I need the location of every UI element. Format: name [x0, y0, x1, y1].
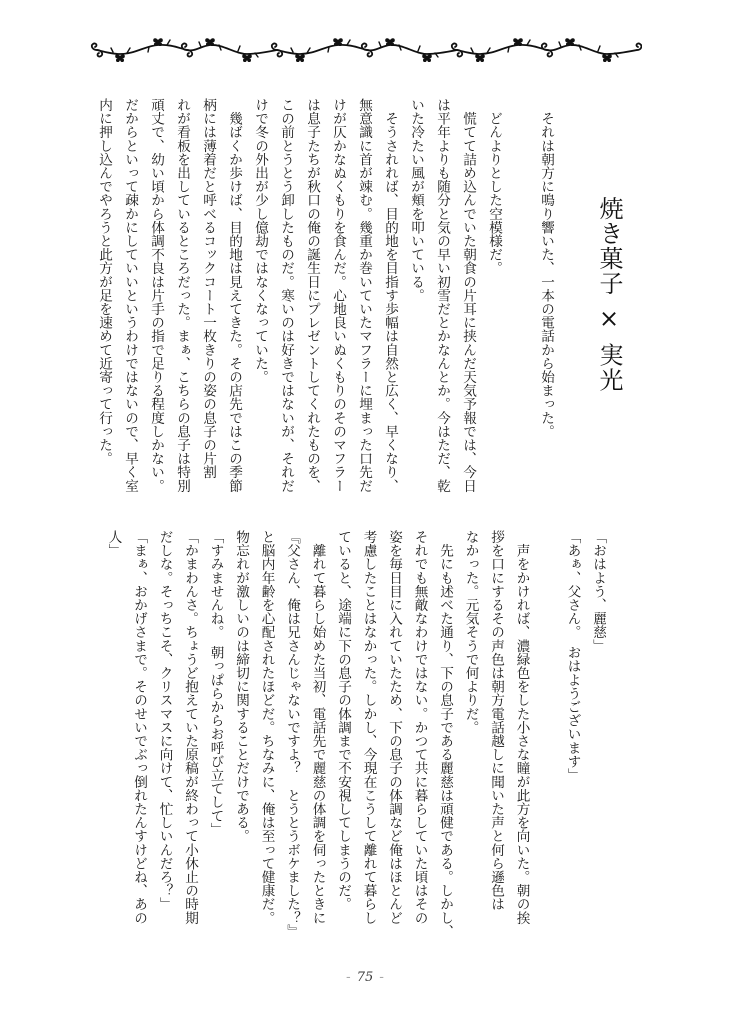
text-column: 慌てて詰め込んでいた朝食の片耳に挟んだ天気予報では、今日: [460, 98, 476, 493]
dialogue-column: 「あぁ、父さん。 おはようございます」: [564, 530, 581, 782]
text-column: 離れて暮らし始めた当初、電話先で麗慈の体調を伺ったときに: [309, 530, 326, 925]
text-column: そうされれば、目的地を目指す歩幅は自然と広く、早くなり、: [382, 98, 398, 493]
text-column: けで冬の外出が少し億劫ではなくなっていた。: [252, 98, 268, 384]
top-text-block: [91, 98, 559, 518]
text-column: 無意識に首が竦む。幾重か巻いていたマフラーに埋まった口先だ: [356, 98, 372, 493]
text-column: 考慮したことはなかった。しかし、今現在こうして離れて暮らし: [360, 530, 377, 925]
text-column: れが看板を出しているところだった。まぁ、こちらの息子は特別: [174, 98, 190, 493]
text-column: 拶を口にするその声色は朝方電話越しに聞いた声と何ら遜色は: [488, 530, 504, 911]
text-column: だからといって疎かにしていいというわけではないので、早く室: [122, 98, 138, 493]
text-column: ていると、途端に下の息子の体調まで不安視してしまうのだ。: [335, 530, 351, 911]
story-title: [594, 196, 624, 416]
text-column: この前とうとう卸したものだ。寒いのは好きではないが、それだ: [278, 98, 294, 493]
text-column: は息子たちが秋口の俺の誕生日にプレゼントしてくれたものを、: [304, 98, 320, 493]
text-column: 声をかければ、濃緑色をした小さな瞳が此方を向いた。朝の挨: [513, 530, 530, 925]
dialogue-column: 「おはよう、麗慈」: [590, 530, 606, 653]
blank-column: [507, 98, 533, 518]
text-column: 姿を毎日目に入れていたため、下の息子の体調など俺はほとんど: [386, 530, 402, 925]
text-column: 頑丈で、幼い頃から体調不良は片手の指で足りる程度しかない。: [148, 98, 164, 493]
text-column: なかった。元気そうで何よりだ。: [462, 530, 479, 734]
page-number: 75: [356, 970, 374, 985]
text-column: は平年よりも随分と気の早い初雪だとかなんとか。今はただ、乾: [434, 98, 450, 493]
text-column: 物忘れが激しいのは締切に関することだけである。: [233, 530, 249, 843]
text-column: 幾ばくか歩けば、目的地は見えてきた。その店先ではこの季節: [226, 98, 242, 493]
text-column: それは朝方に鳴り響いた、一本の電話から始まった。: [538, 98, 554, 438]
story-title-text: 焼き菓子 × 実光: [595, 196, 623, 393]
floral-vine-divider-icon: [90, 36, 642, 64]
dialogue-column: 「かまわんさ。ちょうど抱えていた原稿が終わって小休止の時期: [182, 530, 198, 925]
dialogue-column: 「すみませんね。 朝っぱらからお呼び立てして」: [207, 530, 224, 836]
text-column: どんよりとした空模様だ。: [486, 98, 502, 275]
dialogue-column: 人」: [105, 530, 122, 558]
bottom-text-block: [100, 530, 610, 950]
page-number-prefix: -: [346, 970, 351, 985]
dialogue-column: だしな。そっちこそ、クリスマスに向けて、忙しいんだろ？」: [156, 530, 173, 911]
dialogue-column: 『父さん、俺は兄さんじゃないですよ？ とうとうボケました？』: [284, 530, 300, 938]
text-column: いた冷たい風が頬を叩いている。: [408, 98, 424, 302]
text-column: 先にも述べた通り、下の息子である麗慈は頑健である。しかし、: [437, 530, 453, 938]
page-number-footer: [0, 969, 730, 987]
dialogue-column: 「まぁ、おかげさまで。そのせいでぶっ倒れたんすけどね、あの: [131, 530, 147, 925]
text-column: けが仄かなぬくもりを食んだ。心地良いぬくもりのそのマフラー: [330, 98, 346, 493]
blank-column: [534, 530, 560, 950]
text-column: と脳内年齢を心配されたほどだ。ちなみに、俺は至って健康だ。: [258, 530, 275, 925]
text-column: 内に押し込んでやろうと此方が足を速めて近寄って行った。: [96, 98, 112, 466]
text-column: 柄には薄着だと呼べるコックコート一枚きりの姿の息子の片割: [200, 98, 216, 479]
text-column: それでも無敵なわけではない。かつて共に暮らしていた頃はその: [411, 530, 428, 925]
page-number-suffix: -: [379, 970, 384, 985]
